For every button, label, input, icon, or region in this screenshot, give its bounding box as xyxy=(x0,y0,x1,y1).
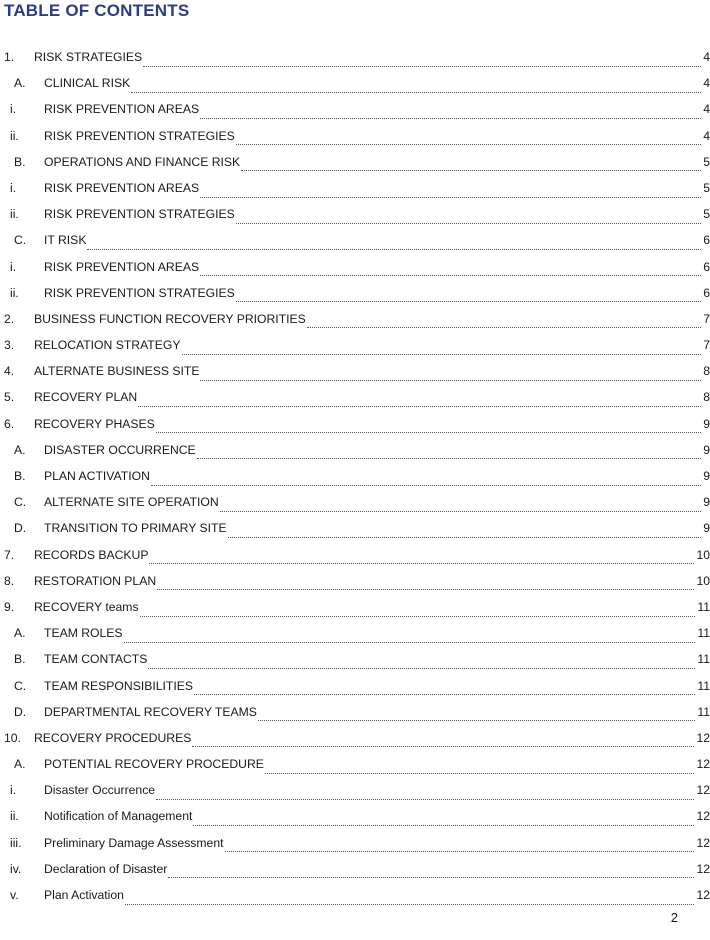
toc-entry-row xyxy=(44,803,710,829)
toc-entry-row xyxy=(44,646,710,672)
toc-entry-number: 4. xyxy=(4,364,15,379)
toc-entry-page: 4 xyxy=(703,50,710,64)
toc-entry-row xyxy=(44,620,710,646)
toc-entry-title: POTENTIAL RECOVERY PROCEDURE xyxy=(44,757,264,772)
toc-entry-title: RISK PREVENTION AREAS xyxy=(44,259,200,274)
toc-entry-page: 6 xyxy=(703,259,710,274)
toc-entry-title: Disaster Occurrence xyxy=(44,783,156,798)
toc-entry[interactable] xyxy=(0,673,710,699)
toc-entry[interactable] xyxy=(0,70,710,96)
toc-entry-title: PLAN ACTIVATION xyxy=(44,469,150,483)
toc-entry-number: C. xyxy=(14,233,27,248)
dot-leader xyxy=(156,787,694,800)
toc-entry-number: v. xyxy=(10,888,19,902)
toc-entry-row xyxy=(44,96,710,122)
toc-entry-title: Declaration of Disaster xyxy=(44,861,168,876)
toc-entry[interactable] xyxy=(0,646,710,672)
toc-entry-number: A. xyxy=(14,442,26,457)
toc-entry-number: ii. xyxy=(10,285,19,300)
toc-entry-title: TEAM CONTACTS xyxy=(44,652,148,667)
toc-entry-row xyxy=(44,437,710,463)
toc-entry-row xyxy=(44,489,710,515)
toc-entry-title: RECORDS BACKUP xyxy=(34,547,149,562)
toc-entry[interactable] xyxy=(0,306,710,332)
toc-entry-number: 8. xyxy=(4,573,15,588)
toc-entry-title: Plan Activation xyxy=(44,888,124,902)
toc-entry-title: BUSINESS FUNCTION RECOVERY PRIORITIES xyxy=(34,311,306,326)
toc-entry-title: TEAM ROLES xyxy=(44,626,123,641)
dot-leader xyxy=(228,525,702,538)
toc-entry-page: 8 xyxy=(703,390,710,405)
toc-entry[interactable] xyxy=(0,332,710,358)
toc-entry-row xyxy=(34,725,710,751)
toc-entry-page: 12 xyxy=(696,809,710,824)
toc-entry-title: RISK PREVENTION STRATEGIES xyxy=(44,207,235,222)
toc-entry-row xyxy=(44,227,710,253)
dot-leader xyxy=(148,656,695,669)
toc-entry-number: ii. xyxy=(10,128,19,143)
dot-leader xyxy=(138,394,701,407)
toc-entry-row xyxy=(34,594,710,620)
toc-entry-title: RISK STRATEGIES xyxy=(34,50,143,64)
toc-entry-number: 1. xyxy=(4,50,15,64)
page-number: 2 xyxy=(670,910,678,925)
toc-entry-number: B. xyxy=(14,154,26,169)
toc-entry-row xyxy=(34,542,710,568)
toc-entry-title: DEPARTMENTAL RECOVERY TEAMS xyxy=(44,704,257,719)
toc-entry-title: RELOCATION STRATEGY xyxy=(34,338,181,353)
toc-entry-title: CLINICAL RISK xyxy=(44,76,131,91)
toc-entry[interactable] xyxy=(0,515,710,541)
toc-entry-page: 8 xyxy=(703,364,710,379)
toc-entry-number: 9. xyxy=(4,599,15,614)
toc-entry-row xyxy=(44,254,710,280)
toc-entry[interactable] xyxy=(0,437,710,463)
toc-entry-title: RISK PREVENTION STRATEGIES xyxy=(44,128,235,143)
toc-entry-title: RECOVERY PHASES xyxy=(34,416,155,431)
toc-entry[interactable] xyxy=(0,489,710,515)
toc-entry-title: TRANSITION TO PRIMARY SITE xyxy=(44,521,227,536)
toc-entry[interactable] xyxy=(0,882,710,908)
toc-entry[interactable] xyxy=(0,594,710,620)
dot-leader xyxy=(200,263,701,276)
toc-entry-number: D. xyxy=(14,521,27,536)
toc-entry-number: i. xyxy=(10,259,17,274)
toc-entry-title: Preliminary Damage Assessment xyxy=(44,835,224,850)
dot-leader xyxy=(192,734,694,747)
toc-entry-row xyxy=(34,568,710,594)
toc-entry-page: 9 xyxy=(703,521,710,536)
table-of-contents xyxy=(0,44,710,908)
toc-entry[interactable] xyxy=(0,384,710,410)
toc-entry-title: RESTORATION PLAN xyxy=(34,573,157,588)
toc-entry-number: 3. xyxy=(4,338,15,353)
toc-entry[interactable] xyxy=(0,280,710,306)
toc-entry-row xyxy=(44,280,710,306)
toc-entry-page: 5 xyxy=(703,207,710,222)
toc-entry-number: D. xyxy=(14,704,27,719)
dot-leader xyxy=(157,577,694,590)
toc-entry-row xyxy=(44,515,710,541)
toc-entry-page: 12 xyxy=(696,783,710,798)
toc-entry-row xyxy=(34,306,710,332)
toc-entry-page: 4 xyxy=(703,102,710,117)
toc-entry-number: iv. xyxy=(10,861,22,876)
toc-entry-number: ii. xyxy=(10,207,19,222)
toc-entry[interactable] xyxy=(0,463,710,489)
toc-entry-row xyxy=(44,149,710,175)
toc-entry-page: 12 xyxy=(696,861,710,876)
toc-entry-page: 12 xyxy=(696,835,710,850)
toc-entry-page: 11 xyxy=(697,652,710,667)
toc-entry[interactable] xyxy=(0,856,710,882)
toc-entry-page: 6 xyxy=(703,233,710,248)
toc-entry-number: B. xyxy=(14,652,26,667)
toc-entry[interactable] xyxy=(0,830,710,856)
toc-entry-row xyxy=(44,673,710,699)
toc-entry-page: 11 xyxy=(697,626,710,641)
toc-entry-row xyxy=(34,411,710,437)
toc-entry-page: 9 xyxy=(703,495,710,510)
toc-entry[interactable] xyxy=(0,96,710,122)
toc-entry-page: 11 xyxy=(697,704,710,719)
toc-entry-page: 12 xyxy=(696,888,710,902)
dot-leader xyxy=(124,630,696,643)
dot-leader xyxy=(200,106,701,119)
toc-entry[interactable] xyxy=(0,358,710,384)
toc-entry-title: RECOVERY PROCEDURES xyxy=(34,730,192,745)
toc-entry-row xyxy=(44,175,710,201)
dot-leader xyxy=(156,420,701,433)
dot-leader xyxy=(194,682,695,695)
dot-leader xyxy=(236,132,701,145)
toc-entry-row xyxy=(44,856,710,882)
toc-entry-title: IT RISK xyxy=(44,233,87,248)
toc-entry-number: A. xyxy=(14,76,26,91)
toc-entry-row xyxy=(44,830,710,856)
dot-leader xyxy=(182,342,702,355)
toc-entry-page: 6 xyxy=(703,285,710,300)
toc-entry[interactable] xyxy=(0,777,710,803)
toc-entry-page: 4 xyxy=(703,128,710,143)
dot-leader xyxy=(307,315,701,328)
dot-leader xyxy=(236,289,701,302)
toc-entry[interactable] xyxy=(0,568,710,594)
toc-entry-title: DISASTER OCCURRENCE xyxy=(44,442,196,457)
toc-entry-page: 11 xyxy=(697,678,710,693)
toc-entry-number: iii. xyxy=(10,835,22,850)
toc-entry-page: 9 xyxy=(703,469,710,483)
toc-entry[interactable] xyxy=(0,227,710,253)
dot-leader xyxy=(140,604,696,617)
toc-entry-number: 2. xyxy=(4,311,15,326)
toc-entry-title: ALTERNATE SITE OPERATION xyxy=(44,495,219,510)
toc-entry-page: 9 xyxy=(703,416,710,431)
toc-entry-number: 10. xyxy=(4,730,21,745)
dot-leader xyxy=(241,158,701,171)
toc-entry-title: RISK PREVENTION AREAS xyxy=(44,102,200,117)
toc-entry-row xyxy=(34,358,710,384)
toc-entry-page: 7 xyxy=(703,338,710,353)
toc-entry-row xyxy=(44,777,710,803)
toc-entry-number: i. xyxy=(10,783,17,798)
toc-entry-row xyxy=(44,201,710,227)
dot-leader xyxy=(131,80,701,93)
toc-entry-number: A. xyxy=(14,757,26,772)
dot-leader xyxy=(143,54,701,67)
dot-leader xyxy=(225,839,695,852)
toc-entry-title: Notification of Management xyxy=(44,809,193,824)
dot-leader xyxy=(149,551,694,564)
toc-entry-page: 5 xyxy=(703,180,710,195)
toc-entry-title: RECOVERY teams xyxy=(34,599,139,614)
toc-entry-title: RISK PREVENTION AREAS xyxy=(44,180,200,195)
toc-entry[interactable] xyxy=(0,254,710,280)
toc-entry-title: ALTERNATE BUSINESS SITE xyxy=(34,364,200,379)
toc-entry-row xyxy=(44,123,710,149)
toc-entry-title: RISK PREVENTION STRATEGIES xyxy=(44,285,235,300)
toc-entry-number: i. xyxy=(10,180,17,195)
toc-entry[interactable] xyxy=(0,751,710,777)
toc-entry-row xyxy=(34,332,710,358)
toc-entry-title: OPERATIONS AND FINANCE RISK xyxy=(44,154,241,169)
toc-entry-row xyxy=(34,44,710,70)
toc-entry-row xyxy=(44,699,710,725)
toc-entry[interactable] xyxy=(0,699,710,725)
toc-entry[interactable] xyxy=(0,44,710,70)
toc-entry-page: 7 xyxy=(703,311,710,326)
toc-entry-number: i. xyxy=(10,102,17,117)
toc-entry[interactable] xyxy=(0,411,710,437)
toc-entry-number: 7. xyxy=(4,547,15,562)
dot-leader xyxy=(200,185,701,198)
toc-entry-title: RECOVERY PLAN xyxy=(34,390,138,405)
toc-entry-page: 5 xyxy=(703,154,710,169)
toc-entry[interactable] xyxy=(0,123,710,149)
toc-entry[interactable] xyxy=(0,725,710,751)
dot-leader xyxy=(87,237,701,250)
dot-leader xyxy=(151,473,701,486)
toc-entry-row xyxy=(44,463,710,489)
toc-entry[interactable] xyxy=(0,620,710,646)
toc-entry-row xyxy=(44,751,710,777)
toc-entry-page: 12 xyxy=(696,757,710,772)
toc-entry-page: 4 xyxy=(703,76,710,91)
page-title: TABLE OF CONTENTS xyxy=(4,1,190,20)
toc-entry-page: 12 xyxy=(696,730,710,745)
toc-entry[interactable] xyxy=(0,201,710,227)
dot-leader xyxy=(265,761,695,774)
toc-entry[interactable] xyxy=(0,542,710,568)
toc-entry-number: C. xyxy=(14,495,27,510)
dot-leader xyxy=(258,708,695,721)
toc-entry[interactable] xyxy=(0,803,710,829)
dot-leader xyxy=(168,865,694,878)
dot-leader xyxy=(220,499,702,512)
toc-entry[interactable] xyxy=(0,175,710,201)
toc-entry-number: C. xyxy=(14,678,27,693)
toc-entry-page: 9 xyxy=(703,442,710,457)
toc-entry-number: 5. xyxy=(4,390,15,405)
toc-entry-number: B. xyxy=(14,469,26,483)
toc-entry-title: TEAM RESPONSIBILITIES xyxy=(44,678,193,693)
toc-entry-page: 10 xyxy=(696,573,710,588)
dot-leader xyxy=(125,892,694,905)
toc-entry-page: 10 xyxy=(696,547,710,562)
dot-leader xyxy=(236,211,701,224)
dot-leader xyxy=(200,368,701,381)
toc-entry-number: 6. xyxy=(4,416,15,431)
dot-leader xyxy=(193,813,694,826)
toc-entry[interactable] xyxy=(0,149,710,175)
toc-entry-number: ii. xyxy=(10,809,19,824)
toc-entry-row xyxy=(44,882,710,908)
toc-entry-page: 11 xyxy=(697,599,710,614)
dot-leader xyxy=(197,446,702,459)
toc-entry-row xyxy=(34,384,710,410)
toc-entry-row xyxy=(44,70,710,96)
toc-entry-number: A. xyxy=(14,626,26,641)
